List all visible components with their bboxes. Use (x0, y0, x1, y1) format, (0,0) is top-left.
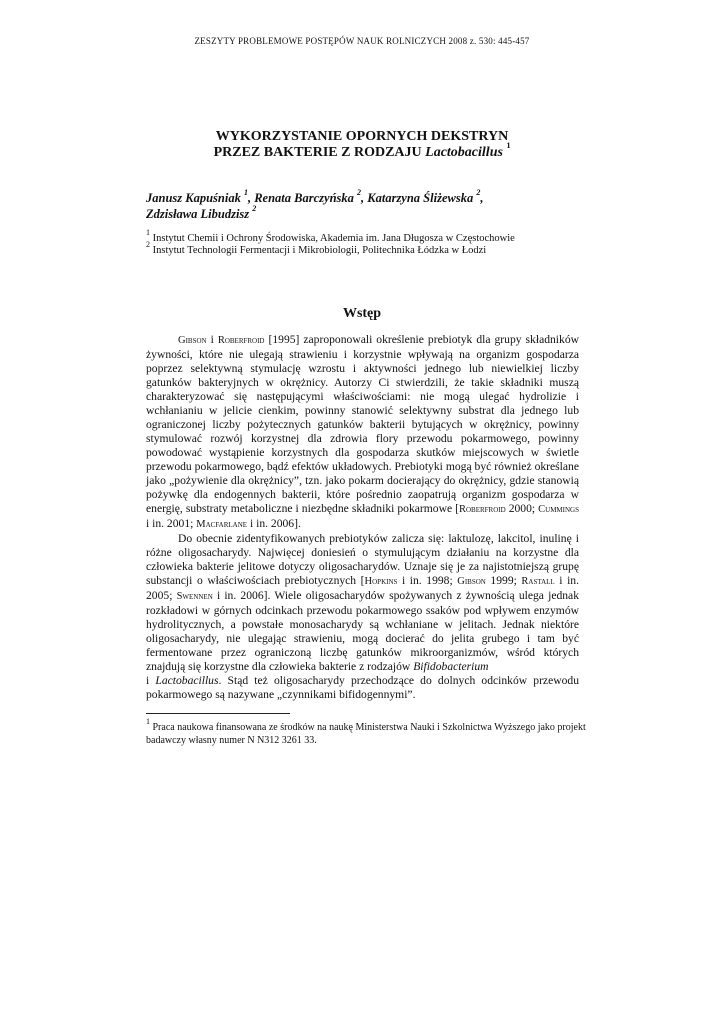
author-list (146, 187, 586, 222)
footnote-divider (146, 713, 290, 714)
affiliation: $^2$ Instytut Technologii Fermentacji i Mikrobiologii, Politechnika Łódzka w Łodzi (146, 239, 487, 256)
title-line-1: WYKORZYSTANIE OPORNYCH DEKSTRYN (215, 129, 509, 144)
article-title (146, 129, 578, 161)
paragraph: Do obecnie zidentyfikowanych prebiotyków zalicza się: laktulozę, lakcitol, inulinę i różne oligosacharydy. Najwięcej doniesień o stymulującym działaniu na korzystne dla człowieka bakterie jelitowe dotyczy oligosacharydów. Uznaje się je za najistotniejszą grupę substancji o właściwościach prebiotycznych [Hopkins i in. 1998; Gibson 1999; Rastall i in. 2005; Swennen i in. 2006]. Wiele oligosacharydów spożywanych z żywnością ulega jednak rozkładowi w górnych odcinkach przewodu pokarmowego ssaków pod wpływem enzymów hydrolitycznych, a powstałe monosacharydy są wchłaniane w jelitach. Jednak niektóre oligosacharydy, nie ulegając strawieniu, mogą docierać do jelita grubego i tam być fermentowane przez ograniczoną liczbę gatunków mikroorganizmów, wśród których znajdują się korzystne dla człowieka bakterie z rodzajów Bifidobacterium i Lactobacillus. Stąd też oligosacharydy przechodzące do dolnych odcinków przewodu pokarmowego są nazywane „czynnikami bifidogennymi”. (146, 532, 580, 701)
title-footnote-mark: 1 (506, 141, 511, 151)
title-line-2-text: PRZEZ BAKTERIE Z RODZAJU (213, 145, 426, 160)
footnote-text: Praca naukowa finansowana ze środków na naukę Ministerstwa Nauki i Szkolnictwa Wyższego jako projekt badawczy własny numer N N312 3261 33. (146, 722, 586, 746)
author: Katarzyna Śliżewska $^2$, (367, 187, 484, 205)
body-text (146, 333, 579, 702)
author: Renata Barczyńska $^2$, (254, 187, 368, 205)
running-header: ZESZYTY PROBLEMOWE POSTĘPÓW NAUK ROLNICZYCH 2008 z. 530: 445-457 (194, 36, 530, 46)
title-line-2 (146, 141, 578, 161)
section-heading: Wstęp (342, 306, 382, 321)
footnote-mark: 1 (146, 716, 150, 726)
affiliation-list (146, 227, 586, 257)
title-genus: Lactobacillus (425, 145, 503, 160)
author: Janusz Kapuśniak $^1$, (146, 187, 255, 205)
footnote (146, 716, 586, 747)
affiliation: $^1$ Instytut Chemii i Ochrony Środowiska, Akademia im. Jana Długosza w Częstochowie (146, 227, 515, 244)
author: Zdzisława Libudzisz $^2$ (146, 203, 257, 221)
paragraph: Gibson i Roberfroid [1995] zaproponowali określenie prebiotyk dla grupy składników żywności, które nie ulegają strawieniu i korzystnie wpływają na organizm gospodarza poprzez selektywną stymulację wzrostu i aktywności jednego lub niewielkiej liczby gatunków bakteryjnych w okrężnicy. Autorzy Ci stwierdzili, że takie składniki muszą charakteryzować się następującymi właściwościami: nie mogą ulegać hydrolizie i wchłanianiu w jelicie cienkim, powinny stanowić selektywny substrat dla jednego lub ograniczonej liczby pożytecznych gatunków bakterii bytujących w okrężnicy, powinny stymulować rozwój korzystnej dla zdrowia flory przewodu pokarmowego, powinny powodować wystąpienie korzystnych dla gospodarza skutków miejscowych w świetle przewodu pokarmowego, bądź efektów układowych. Prebiotyki mogą być również określane jako „pożywienie dla okrężnicy”, tzn. jako pokarm docierający do okrężnicy, gdzie stanowią pożywkę dla endogennych bakterii, które pośrednio zaopatrują organizm gospodarza w energię, substraty metaboliczne i niezbędne składniki pokarmowe [Roberfroid 2000; Cummings i in. 2001; Macfarlane i in. 2006]. (146, 333, 579, 530)
